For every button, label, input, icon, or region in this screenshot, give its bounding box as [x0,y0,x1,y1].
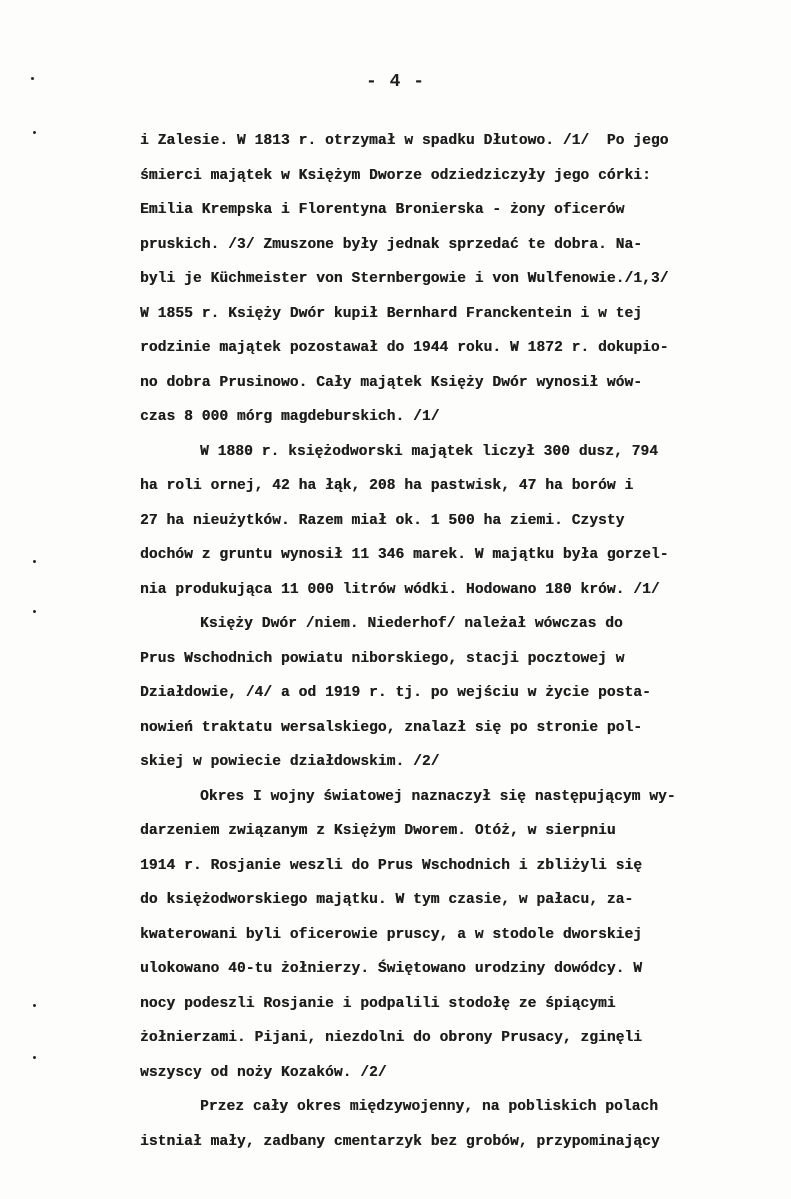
text-line: Emilia Krempska i Florentyna Bronierska - żony oficerów [140,202,625,218]
margin-mark [33,1056,36,1059]
text-line: istniał mały, zadbany cmentarzyk bez grobów, przypominający [140,1133,660,1150]
text-line: wszyscy od noży Kozaków. /2/ [140,1064,387,1081]
text-line: Przez cały okres międzywojenny, na pobliskich polach [200,1099,658,1115]
text-line: Działdowie, /4/ a od 1919 r. tj. po wejściu w życie posta- [140,685,651,701]
body-text [140,124,790,1159]
text-line: żołnierzami. Pijani, niezdolni do obrony Prusacy, zginęli [140,1030,643,1046]
text-line: W 1880 r. księżodworski majątek liczył 300 dusz, 794 [200,443,658,460]
text-line: 1914 r. Rosjanie weszli do Prus Wschodnich i zbliżyli się [140,857,643,874]
text-line: skiej w powiecie działdowskim. /2/ [140,754,440,770]
text-line: dochów z gruntu wynosił 11 346 marek. W majątku była gorzel- [140,547,669,563]
text-line: Prus Wschodnich powiatu niborskiego, stacji pocztowej w [140,650,625,667]
margin-mark [33,131,36,134]
margin-mark [33,560,36,563]
text-line: pruskich. /3/ Zmuszone były jednak sprzedać te dobra. Na- [140,236,643,253]
text-line: nia produkująca 11 000 litrów wódki. Hodowano 180 krów. /1/ [140,581,660,598]
text-line: W 1855 r. Księży Dwór kupił Bernhard Franckentein i w tej [140,305,643,322]
text-line: i Zalesie. W 1813 r. otrzymał w spadku Dłutowo. /1/ Po jego [140,133,669,149]
text-line: no dobra Prusinowo. Cały majątek Księży Dwór wynosił wów- [140,374,643,391]
text-line: kwaterowani byli oficerowie pruscy, a w stodole dworskiej [140,926,643,943]
text-line: Okres I wojny światowej naznaczył się następującym wy- [200,788,676,805]
text-line: nowień traktatu wersalskiego, znalazł się po stronie pol- [140,719,643,736]
text-line: Księży Dwór /niem. Niederhof/ należał wówczas do [200,616,623,632]
text-line: 27 ha nieużytków. Razem miał ok. 1 500 ha ziemi. Czysty [140,512,625,529]
text-line: ulokowano 40-tu żołnierzy. Świętowano urodziny dowódcy. W [140,961,643,977]
text-line: ha roli ornej, 42 ha łąk, 208 ha pastwisk, 47 ha borów i [140,478,634,494]
text-line: rodzinie majątek pozostawał do 1944 roku. W 1872 r. dokupio- [140,340,669,356]
text-line: byli je Küchmeister von Sternbergowie i von Wulfenowie./1,3/ [140,271,669,287]
text-line: śmierci majątek w Księżym Dworze odziedziczyły jego córki: [140,167,651,184]
page-number: - 4 - [365,72,425,92]
text-line: czas 8 000 mórg magdeburskich. /1/ [140,409,440,425]
margin-mark [31,77,34,80]
text-line: do księżodworskiego majątku. W tym czasie, w pałacu, za- [140,892,634,908]
text-line: darzeniem związanym z Księżym Dworem. Otóż, w sierpniu [140,823,616,839]
margin-mark [33,1004,36,1007]
text-line: nocy podeszli Rosjanie i podpalili stodołę ze śpiącymi [140,995,616,1012]
margin-mark [33,610,36,613]
